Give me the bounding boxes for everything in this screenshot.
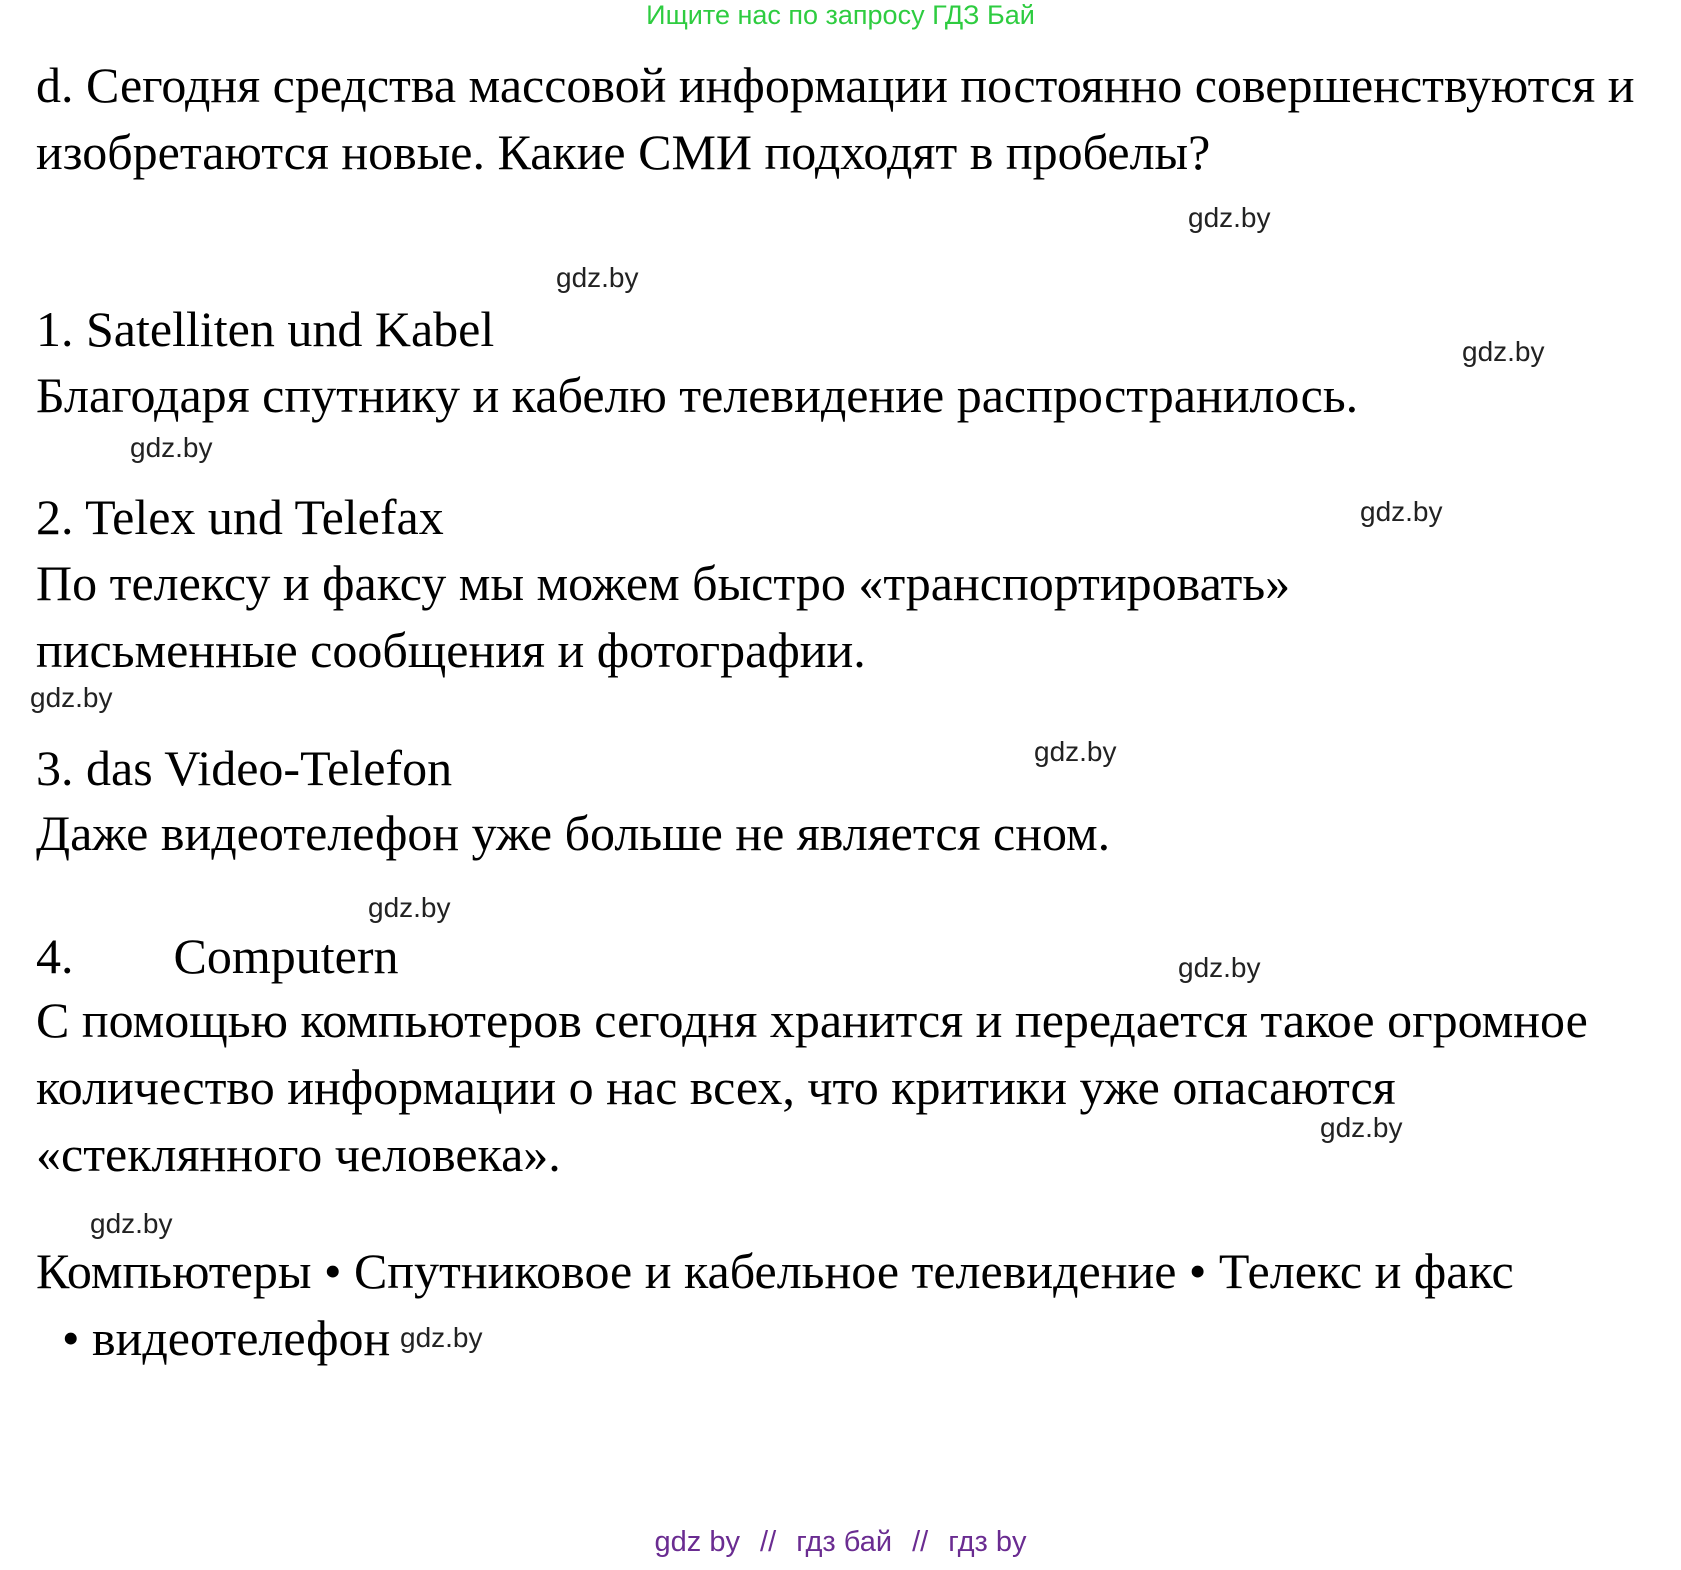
search-hint-banner: Ищите нас по запросу ГДЗ Бай: [646, 0, 1035, 30]
word-bank-last: • видеотелефон: [62, 1310, 391, 1366]
item-4-number: 4.: [36, 928, 74, 984]
watermark: gdz.by: [30, 682, 113, 713]
word-bank: [36, 1238, 1656, 1372]
item-1-answer-block: [36, 362, 1656, 429]
footer-gdz-by[interactable]: gdz by: [654, 1526, 740, 1558]
watermark: gdz.by: [1188, 202, 1271, 233]
watermark: gdz.by: [1178, 952, 1261, 983]
item-3-number: 3.: [36, 740, 74, 796]
question-block: [36, 52, 1646, 186]
watermark: gdz.by: [90, 1208, 173, 1239]
watermark: gdz.by: [1462, 336, 1545, 367]
item-4-answer-block: [36, 987, 1636, 1188]
item-3-answer: Даже видеотелефон уже больше не является сном.: [36, 805, 1111, 861]
item-3-title: das Video-Telefon: [86, 740, 453, 796]
item-3-answer-block: [36, 800, 1656, 867]
watermark: gdz.by: [1034, 736, 1117, 767]
footer-separator: //: [760, 1526, 777, 1558]
item-4-heading: [36, 923, 398, 990]
item-3-heading: [36, 735, 452, 802]
footer-links: [0, 1526, 1681, 1559]
item-1-title: Satelliten und Kabel: [86, 301, 495, 357]
word-bank-line: Компьютеры • Спутниковое и кабельное телевидение • Телекс и факс: [36, 1243, 1514, 1299]
item-2-answer-block: [36, 550, 1516, 684]
item-1-number: 1.: [36, 301, 74, 357]
footer-gdz-by-cyr[interactable]: гдз by: [948, 1526, 1027, 1558]
watermark: gdz.by: [400, 1322, 483, 1353]
item-2-answer: По телексу и факсу мы можем быстро «транспортировать» письменные сообщения и фотографии.: [36, 555, 1291, 678]
watermark: gdz.by: [130, 432, 213, 463]
footer-separator: //: [912, 1526, 929, 1558]
watermark: gdz.by: [556, 262, 639, 293]
item-2-heading: [36, 484, 444, 551]
item-2-number: 2.: [36, 489, 74, 545]
item-1-heading: [36, 296, 494, 363]
footer-gdz-bai[interactable]: гдз бай: [796, 1526, 893, 1558]
watermark: gdz.by: [368, 892, 451, 923]
item-1-answer: Благодаря спутнику и кабелю телевидение распространилось.: [36, 367, 1359, 423]
watermark: gdz.by: [1320, 1112, 1403, 1143]
question-text: d. Сегодня средства массовой информации постоянно совершенствуются и изобретаются новые. Какие СМИ подходят в пробелы?: [36, 57, 1635, 180]
item-4-answer: С помощью компьютеров сегодня хранится и передается такое огромное количество информации о нас всех, что критики уже опасаются «стеклянного человека».: [36, 992, 1588, 1182]
item-2-title: Telex und Telefax: [85, 489, 444, 545]
watermark: gdz.by: [1360, 496, 1443, 527]
item-4-title: Computern: [173, 928, 399, 984]
